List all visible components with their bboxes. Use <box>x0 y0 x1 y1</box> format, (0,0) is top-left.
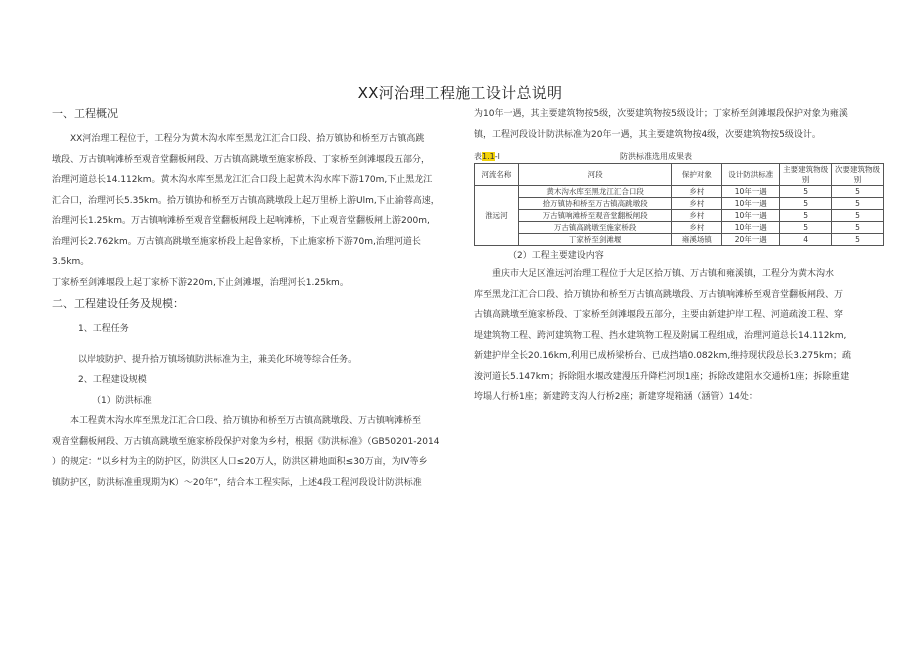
header-secondary-building-grade: 次要建筑物级别 <box>832 164 884 186</box>
overview-paragraph-2: 丁家桥至剑滩堰段上起丁家桥下游220m,下止剑滩堰，治理河长1.25km。 <box>52 277 349 288</box>
table-cell: 5 <box>780 210 832 222</box>
table-cell: 乡村 <box>672 186 722 198</box>
table-cell: 20年一遇 <box>722 234 780 246</box>
flood-standard-table-block <box>474 151 884 264</box>
content-line-5: 新建护岸全长20.16km,利用已成桥梁桥台、已成挡墙0.082km,维持现状段总长3.275km；疏 <box>474 351 851 361</box>
table-cell: 万古镇响滩桥至观音堂翻板闸段 <box>518 210 672 222</box>
table-cell: 黄木沟水库至黑龙江汇合口段 <box>518 186 672 198</box>
table-cell: 万古镇高跳墩至施家桥段 <box>518 222 672 234</box>
table-cell: 5 <box>780 198 832 210</box>
content-line-6: 浚河道长5.147km；拆除阻水堰改建漫压升降栏河坝1座；拆除改建阻水交通桥1座；拆除重建 <box>474 371 850 382</box>
overview-line-1: XX河治理工程位于，工程分为黄木沟水库至黑龙江汇合口段、拾万镇协和桥至万古镇高跳 <box>70 134 425 144</box>
header-segment: 河段 <box>518 164 672 186</box>
content-line-4: 堤建筑物工程、跨河建筑物工程、挡水建筑物工程及附属工程组成，治理河道总长14.112km, <box>474 330 847 341</box>
table-row <box>475 234 884 246</box>
flood-standard-line-3: ）的规定：“以乡村为主的防护区，防洪区人口≤20万人，防洪区耕地面积≤30万亩，为IV等乡 <box>52 457 428 467</box>
overview-line-3: 治理河道总长14.112km。黄木沟水库至黑龙江汇合口段上起黄木沟水库下游170m,下止黑龙江 <box>52 175 433 185</box>
table-cell: 乡村 <box>672 222 722 234</box>
table-row <box>475 210 884 222</box>
header-main-building-grade: 主要建筑物级别 <box>780 164 832 186</box>
table-cell: 乡村 <box>672 198 722 210</box>
flood-standard-line-4: 镇防护区，防洪标准重现期为K）～20年”，结合本工程实际，上述4段工程河段设计防洪标准 <box>52 477 422 488</box>
header-protected-object: 保护对象 <box>672 164 722 186</box>
overview-line-4: 汇合口，治理河长5.35km。拾万镇协和桥至万古镇高跳墩段上起万里桥上游Ulm,下止渝蓉高速， <box>52 195 440 206</box>
table-cell: 雍溪场镇 <box>672 234 722 246</box>
table-cell: 丁家桥至剑滩堰 <box>518 234 672 246</box>
flood-standard-table <box>474 163 884 246</box>
table-cell: 5 <box>832 210 884 222</box>
table-cell: 5 <box>780 222 832 234</box>
task-text: 以岸坡防护、提升拾万镇场镇防洪标准为主，兼美化环境等综合任务。 <box>78 354 358 365</box>
content-line-3: 古镇高跳墩至施家桥段、丁家桥至剑滩堰段五部分，主要由新建护岸工程、河道疏浚工程、穿 <box>474 310 844 320</box>
table-cell: 5 <box>832 186 884 198</box>
flood-standard-line-2: 观音堂翻板闸段、万古镇高跳墩至施家桥段保护对象为乡村，根据《防洪标准》（GB50201-2014 <box>52 436 440 447</box>
overview-line-5: 治理河长1.25km。万古镇响滩桥至观音堂翻板闸段上起响滩桥，下止观音堂翻板闸上游200m, <box>52 216 430 226</box>
table-row <box>475 186 884 198</box>
table-title: 防洪标准选用成果表 <box>620 152 692 161</box>
table-number: 表1.1-l <box>474 152 500 161</box>
table-cell: 5 <box>832 198 884 210</box>
table-row <box>475 198 884 210</box>
table-cell: 4 <box>780 234 832 246</box>
right-column <box>474 104 884 408</box>
overview-line-2: 墩段、万古镇响滩桥至观音堂翻板闸段、万古镇高跳墩至施家桥段、丁家桥至剑滩堰段五部分， <box>52 154 431 165</box>
main-content-heading: （2）工程主要建设内容 <box>508 251 604 261</box>
content-line-7: 垮塌人行桥1座；新建跨支沟人行桥2座；新建穿堤箱涵（涵管）14处： <box>474 392 758 402</box>
section-1-heading: 一、工程概况 <box>52 107 118 120</box>
scale-heading: 2、工程建设规模 <box>78 375 147 385</box>
table-cell: 5 <box>780 186 832 198</box>
table-cell: 10年一遇 <box>722 210 780 222</box>
header-design-standard: 设计防洪标准 <box>722 164 780 186</box>
section-2-heading: 二、工程建设任务及规模： <box>52 297 184 310</box>
table-cell: 乡村 <box>672 210 722 222</box>
table-cell: 拾万镇协和桥至万古镇高跳墩段 <box>518 198 672 210</box>
table-cell: 5 <box>832 222 884 234</box>
table-caption <box>474 151 884 163</box>
flood-standard-line-1: 本工程黄木沟水库至黑龙江汇合口段、拾万镇协和桥至万古镇高跳墩段、万古镇响滩桥至 <box>70 416 422 426</box>
river-name-cell: 淮远河 <box>475 186 519 246</box>
standard-cont-line-1: 为10年一遇，其主要建筑物按5级，次要建筑物按5级设计；丁家桥至剑滩堰段保护对象为雍溪 <box>474 109 848 119</box>
table-cell: 10年一遇 <box>722 186 780 198</box>
page-title: XX河治理工程施工设计总说明 <box>357 84 563 102</box>
flood-standard-heading: （1）防洪标准 <box>92 395 152 406</box>
left-column <box>52 103 458 493</box>
header-river-name: 河流名称 <box>475 164 519 186</box>
standard-cont-line-2: 镇，工程河段设计防洪标准为20年一遇，其主要建筑物按4级，次要建筑物按5级设计。 <box>474 129 821 140</box>
table-header-row <box>475 164 884 186</box>
table-cell: 10年一遇 <box>722 198 780 210</box>
task-heading: 1、工程任务 <box>78 324 129 334</box>
content-line-2: 库至黑龙江汇合口段、拾万镇协和桥至万古镇高跳墩段、万古镇响滩桥至观音堂翻板闸段、万 <box>474 289 844 300</box>
table-cell: 10年一遇 <box>722 222 780 234</box>
table-row <box>475 222 884 234</box>
overview-line-7: 3.5km。 <box>52 257 90 267</box>
table-number-highlight: 1.1 <box>482 152 495 161</box>
table-cell: 5 <box>832 234 884 246</box>
content-line-1: 重庆市大足区淮远河治理工程位于大足区拾万镇、万古镇和雍溪镇，工程分为黄木沟水 <box>492 269 835 279</box>
overview-line-6: 治理河长2.762km。万古镇高跳墩至施家桥段上起鲁家桥，下止施家桥下游70m,治理河道长 <box>52 236 421 247</box>
